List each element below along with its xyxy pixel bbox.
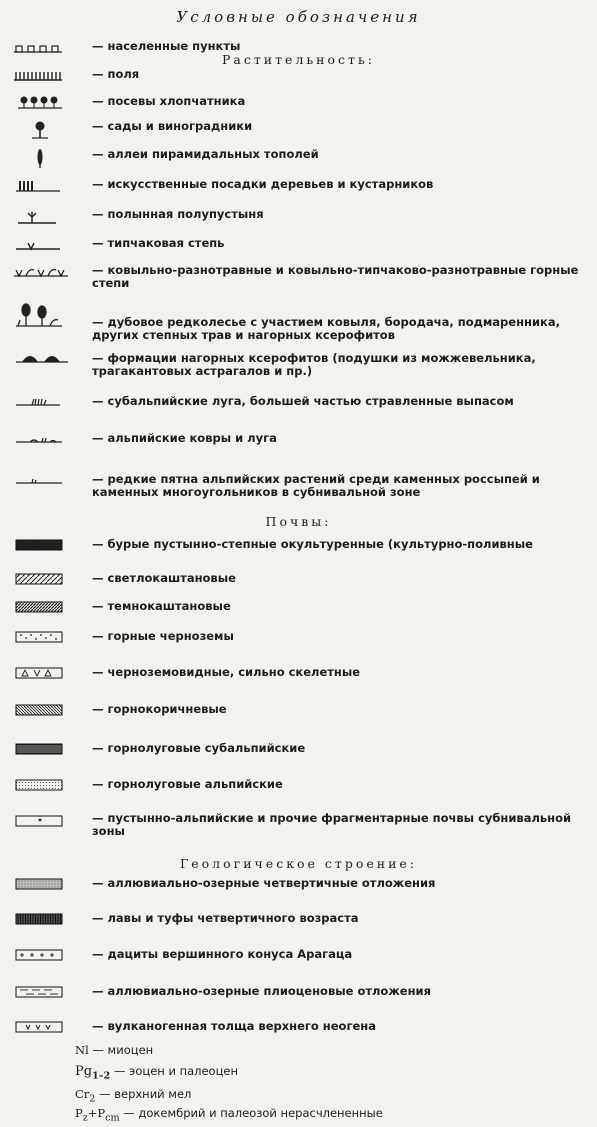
- mountain-brown-swatch: [12, 703, 68, 723]
- subalpine-soil-swatch: [12, 742, 68, 762]
- legend-label: — светлокаштановые: [92, 571, 236, 585]
- age-miocene: Nl — миоцен: [75, 1043, 154, 1057]
- age-eocene-paleocene: $Pg_{1-2}$ — эоцен и палеоцен: [75, 1064, 239, 1082]
- gardens-symbol: [12, 120, 68, 140]
- dacites-swatch: [12, 948, 68, 968]
- feather-grass-symbol: [12, 264, 68, 284]
- age-upper-cretaceous: $Cr_2$ — верхний мел: [75, 1087, 192, 1105]
- xerophytes-symbol: [12, 348, 68, 368]
- skeletal-swatch: [12, 666, 68, 686]
- legend-label: — альпийские ковры и луга: [92, 431, 277, 445]
- legend-label: — пустынно-альпийские и прочие фрагментарные почвы субнивальной зоны: [92, 811, 572, 838]
- volcanogenic-swatch: [12, 1020, 68, 1040]
- section-vegetation: Растительность:: [222, 52, 375, 67]
- legend-title: Условные обозначения: [176, 8, 421, 26]
- lavas-swatch: [12, 912, 68, 932]
- rare-alpine-symbol: [12, 473, 68, 493]
- legend-label: — горные черноземы: [92, 629, 234, 643]
- legend-label: — редкие пятна альпийских растений среди каменных россыпей и каменных многоугольников в субнивальной зоне: [92, 472, 540, 499]
- legend-label: — горнокоричневые: [92, 702, 227, 716]
- age-precambrian-paleozoic: $P_z+P_{cm}$ — докембрий и палеозой нерасчлененные: [75, 1106, 383, 1124]
- legend-label: — темнокаштановые: [92, 599, 231, 613]
- legend-label: — аллеи пирамидальных тополей: [92, 147, 319, 161]
- legend-label: — дубовое редколесье с участием ковыля, бородача, подмаренника, других степных трав и нагорных ксерофитов: [92, 315, 560, 342]
- legend-label: — полынная полупустыня: [92, 207, 264, 221]
- legend-label: — формации нагорных ксерофитов (подушки из можжевельника, трагакантовых астрагалов и пр.): [92, 351, 536, 378]
- subalpine-symbol: [12, 395, 68, 415]
- light-chestnut-swatch: [12, 572, 68, 592]
- fields-symbol: [12, 68, 68, 88]
- legend-label: — аллювиально-озерные плиоценовые отложения: [92, 984, 431, 998]
- legend-label: — типчаковая степь: [92, 236, 225, 250]
- chernozem-swatch: [12, 630, 68, 650]
- legend-label: — вулканогенная толща верхнего неогена: [92, 1019, 376, 1033]
- legend-label: — поля: [92, 67, 140, 81]
- tipchak-symbol: [12, 237, 68, 257]
- dark-chestnut-swatch: [12, 600, 68, 620]
- legend-label: — горнолуговые альпийские: [92, 777, 283, 791]
- legend-label: — искусственные посадки деревьев и кустарников: [92, 177, 434, 191]
- legend-label: — субальпийские луга, большей частью стравленные выпасом: [92, 394, 514, 408]
- legend-label: — сады и виноградники: [92, 119, 253, 133]
- legend-label: — черноземовидные, сильно скелетные: [92, 665, 361, 679]
- wormwood-symbol: [12, 208, 68, 228]
- alpine-soil-swatch: [12, 778, 68, 798]
- legend-label: — дациты вершинного конуса Арагаца: [92, 947, 353, 961]
- legend-label: — аллювиально-озерные четвертичные отложения: [92, 876, 436, 890]
- legend-label: — ковыльно-разнотравные и ковыльно-типчаково-разнотравные горные степи: [92, 263, 579, 290]
- poplars-symbol: [12, 148, 68, 168]
- pliocene-swatch: [12, 985, 68, 1005]
- oak-symbol: [12, 302, 68, 332]
- brown-soil-swatch: [12, 538, 68, 558]
- plantings-symbol: [12, 178, 68, 198]
- legend-label: — горнолуговые субальпийские: [92, 741, 306, 755]
- desert-alpine-swatch: [12, 812, 68, 832]
- section-soils: Почвы:: [265, 514, 332, 529]
- section-geology: Геологическое строение:: [179, 856, 418, 871]
- legend-label: — населенные пункты: [92, 39, 241, 53]
- legend-label: — бурые пустынно-степные окультуренные (культурно-поливные: [92, 537, 533, 551]
- alpine-symbol: [12, 432, 68, 452]
- legend-label: — посевы хлопчатника: [92, 94, 246, 108]
- legend-label: — лавы и туфы четвертичного возраста: [92, 911, 359, 925]
- cotton-symbol: [12, 95, 68, 115]
- alluvial-quaternary-swatch: [12, 877, 68, 897]
